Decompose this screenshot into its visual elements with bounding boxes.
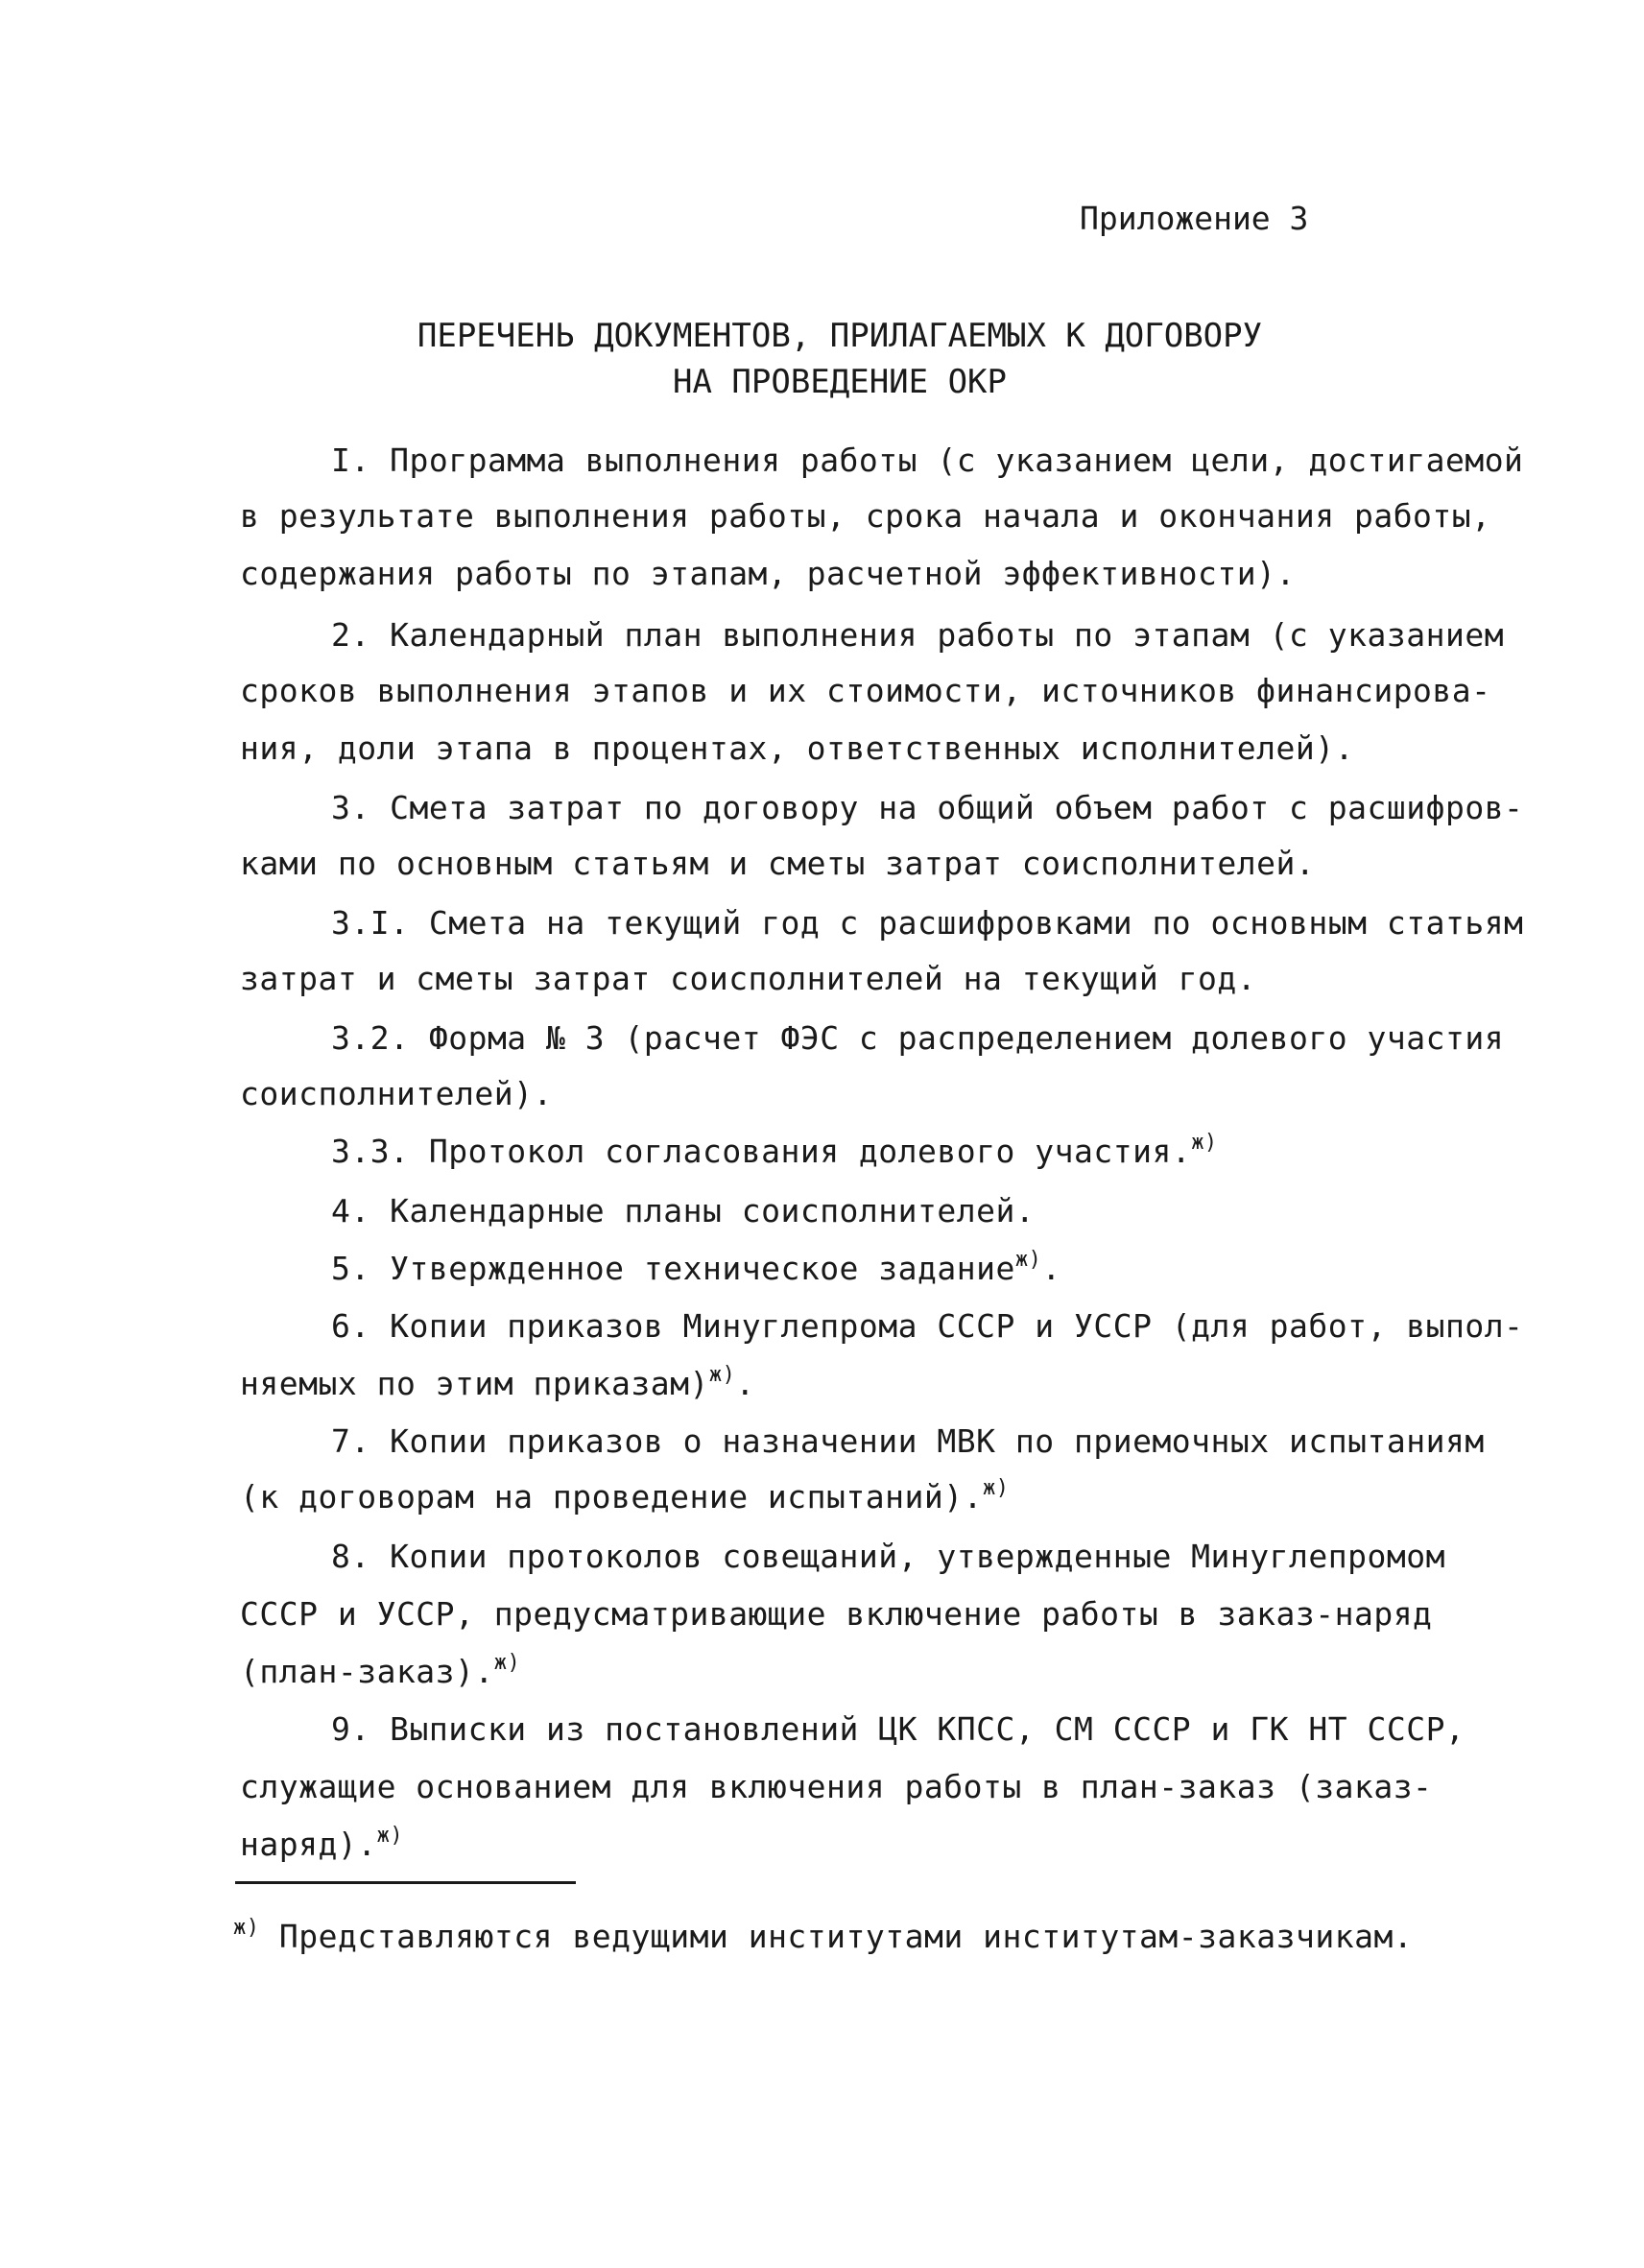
item-3-line-2: ками по основным статьям и сметы затрат соисполнителей.	[240, 845, 1316, 882]
item-7-line-1: 7. Копии приказов о назначении МВК по приемочных испытаниям	[331, 1422, 1485, 1460]
item-2-line-3: ния, доли этапа в процентах, ответственных исполнителей).	[240, 729, 1354, 767]
item-8-line-2: СССР и УССР, предусматривающие включение работы в заказ-наряд	[240, 1595, 1433, 1633]
footnote-marker: ж)	[1191, 1131, 1218, 1155]
item-6-tail: .	[735, 1365, 755, 1402]
footnote-text: Представляются ведущими институтами институтам-заказчикам.	[278, 1918, 1414, 1955]
footnote-separator	[235, 1881, 576, 1884]
item-3-line-1: 3. Смета затрат по договору на общий объем работ с расшифров-	[331, 789, 1524, 826]
item-7-line-2	[240, 1478, 1009, 1516]
item-5-tail: .	[1041, 1250, 1061, 1287]
item-9-line-1: 9. Выписки из постановлений ЦК КПСС, СМ СССР и ГК НТ СССР,	[331, 1710, 1465, 1748]
item-6-line-1: 6. Копии приказов Минуглепрома СССР и УССР (для работ, выпол-	[331, 1307, 1524, 1345]
document-title-line-1: ПЕРЕЧЕНЬ ДОКУМЕНТОВ, ПРИЛАГАЕМЫХ К ДОГОВОРУ	[417, 317, 1263, 355]
item-7-text: (к договорам на проведение испытаний).	[240, 1478, 983, 1516]
document-title-line-2: НА ПРОВЕДЕНИЕ ОКР	[673, 363, 1007, 401]
item-1-line-1: I. Программа выполнения работы (с указанием цели, достигаемой	[331, 442, 1524, 479]
footnote	[233, 1918, 1413, 1955]
footnote-marker: ж)	[708, 1363, 736, 1387]
appendix-label: Приложение 3	[1080, 200, 1309, 237]
item-8-text: (план-заказ).	[240, 1653, 494, 1690]
item-9-line-3	[240, 1826, 403, 1863]
item-2-line-1: 2. Календарный план выполнения работы по этапам (с указанием	[331, 616, 1505, 654]
item-5-text: 5. Утвержденное техническое задание	[331, 1250, 1015, 1287]
item-3-2-line-1: 3.2. Форма № 3 (расчет ФЭС с распределением долевого участия	[331, 1019, 1505, 1057]
item-8-line-1: 8. Копии протоколов совещаний, утвержденные Минуглепромом	[331, 1538, 1445, 1575]
item-9-text: наряд).	[240, 1826, 377, 1863]
item-4-line-1: 4. Календарные планы соисполнителей.	[331, 1192, 1036, 1229]
item-2-line-2: сроков выполнения этапов и их стоимости, источников финансирова-	[240, 672, 1491, 709]
item-3-2-line-2: соисполнителей).	[240, 1075, 553, 1112]
footnote-marker: ж)	[982, 1476, 1010, 1500]
item-3-3-text: 3.3. Протокол согласования долевого участия.	[331, 1133, 1192, 1170]
item-9-line-2: служащие основанием для включения работы в план-заказ (заказ-	[240, 1768, 1433, 1805]
item-6-text: няемых по этим приказам)	[240, 1365, 709, 1402]
item-3-1-line-2: затрат и сметы затрат соисполнителей на текущий год.	[240, 960, 1257, 997]
item-6-line-2	[240, 1365, 755, 1402]
item-5-line-1	[331, 1250, 1061, 1287]
item-3-3-line-1	[331, 1133, 1218, 1170]
footnote-marker: ж)	[376, 1824, 404, 1848]
item-1-line-3: содержания работы по этапам, расчетной эффективности).	[240, 555, 1296, 592]
footnote-marker: ж)	[1014, 1248, 1042, 1272]
item-3-1-line-1: 3.I. Смета на текущий год с расшифровками по основным статьям	[331, 904, 1524, 942]
footnote-marker: ж)	[493, 1651, 521, 1675]
footnote-mark: ж)	[233, 1916, 260, 1940]
item-8-line-3	[240, 1653, 520, 1690]
item-1-line-2: в результате выполнения работы, срока начала и окончания работы,	[240, 497, 1491, 535]
